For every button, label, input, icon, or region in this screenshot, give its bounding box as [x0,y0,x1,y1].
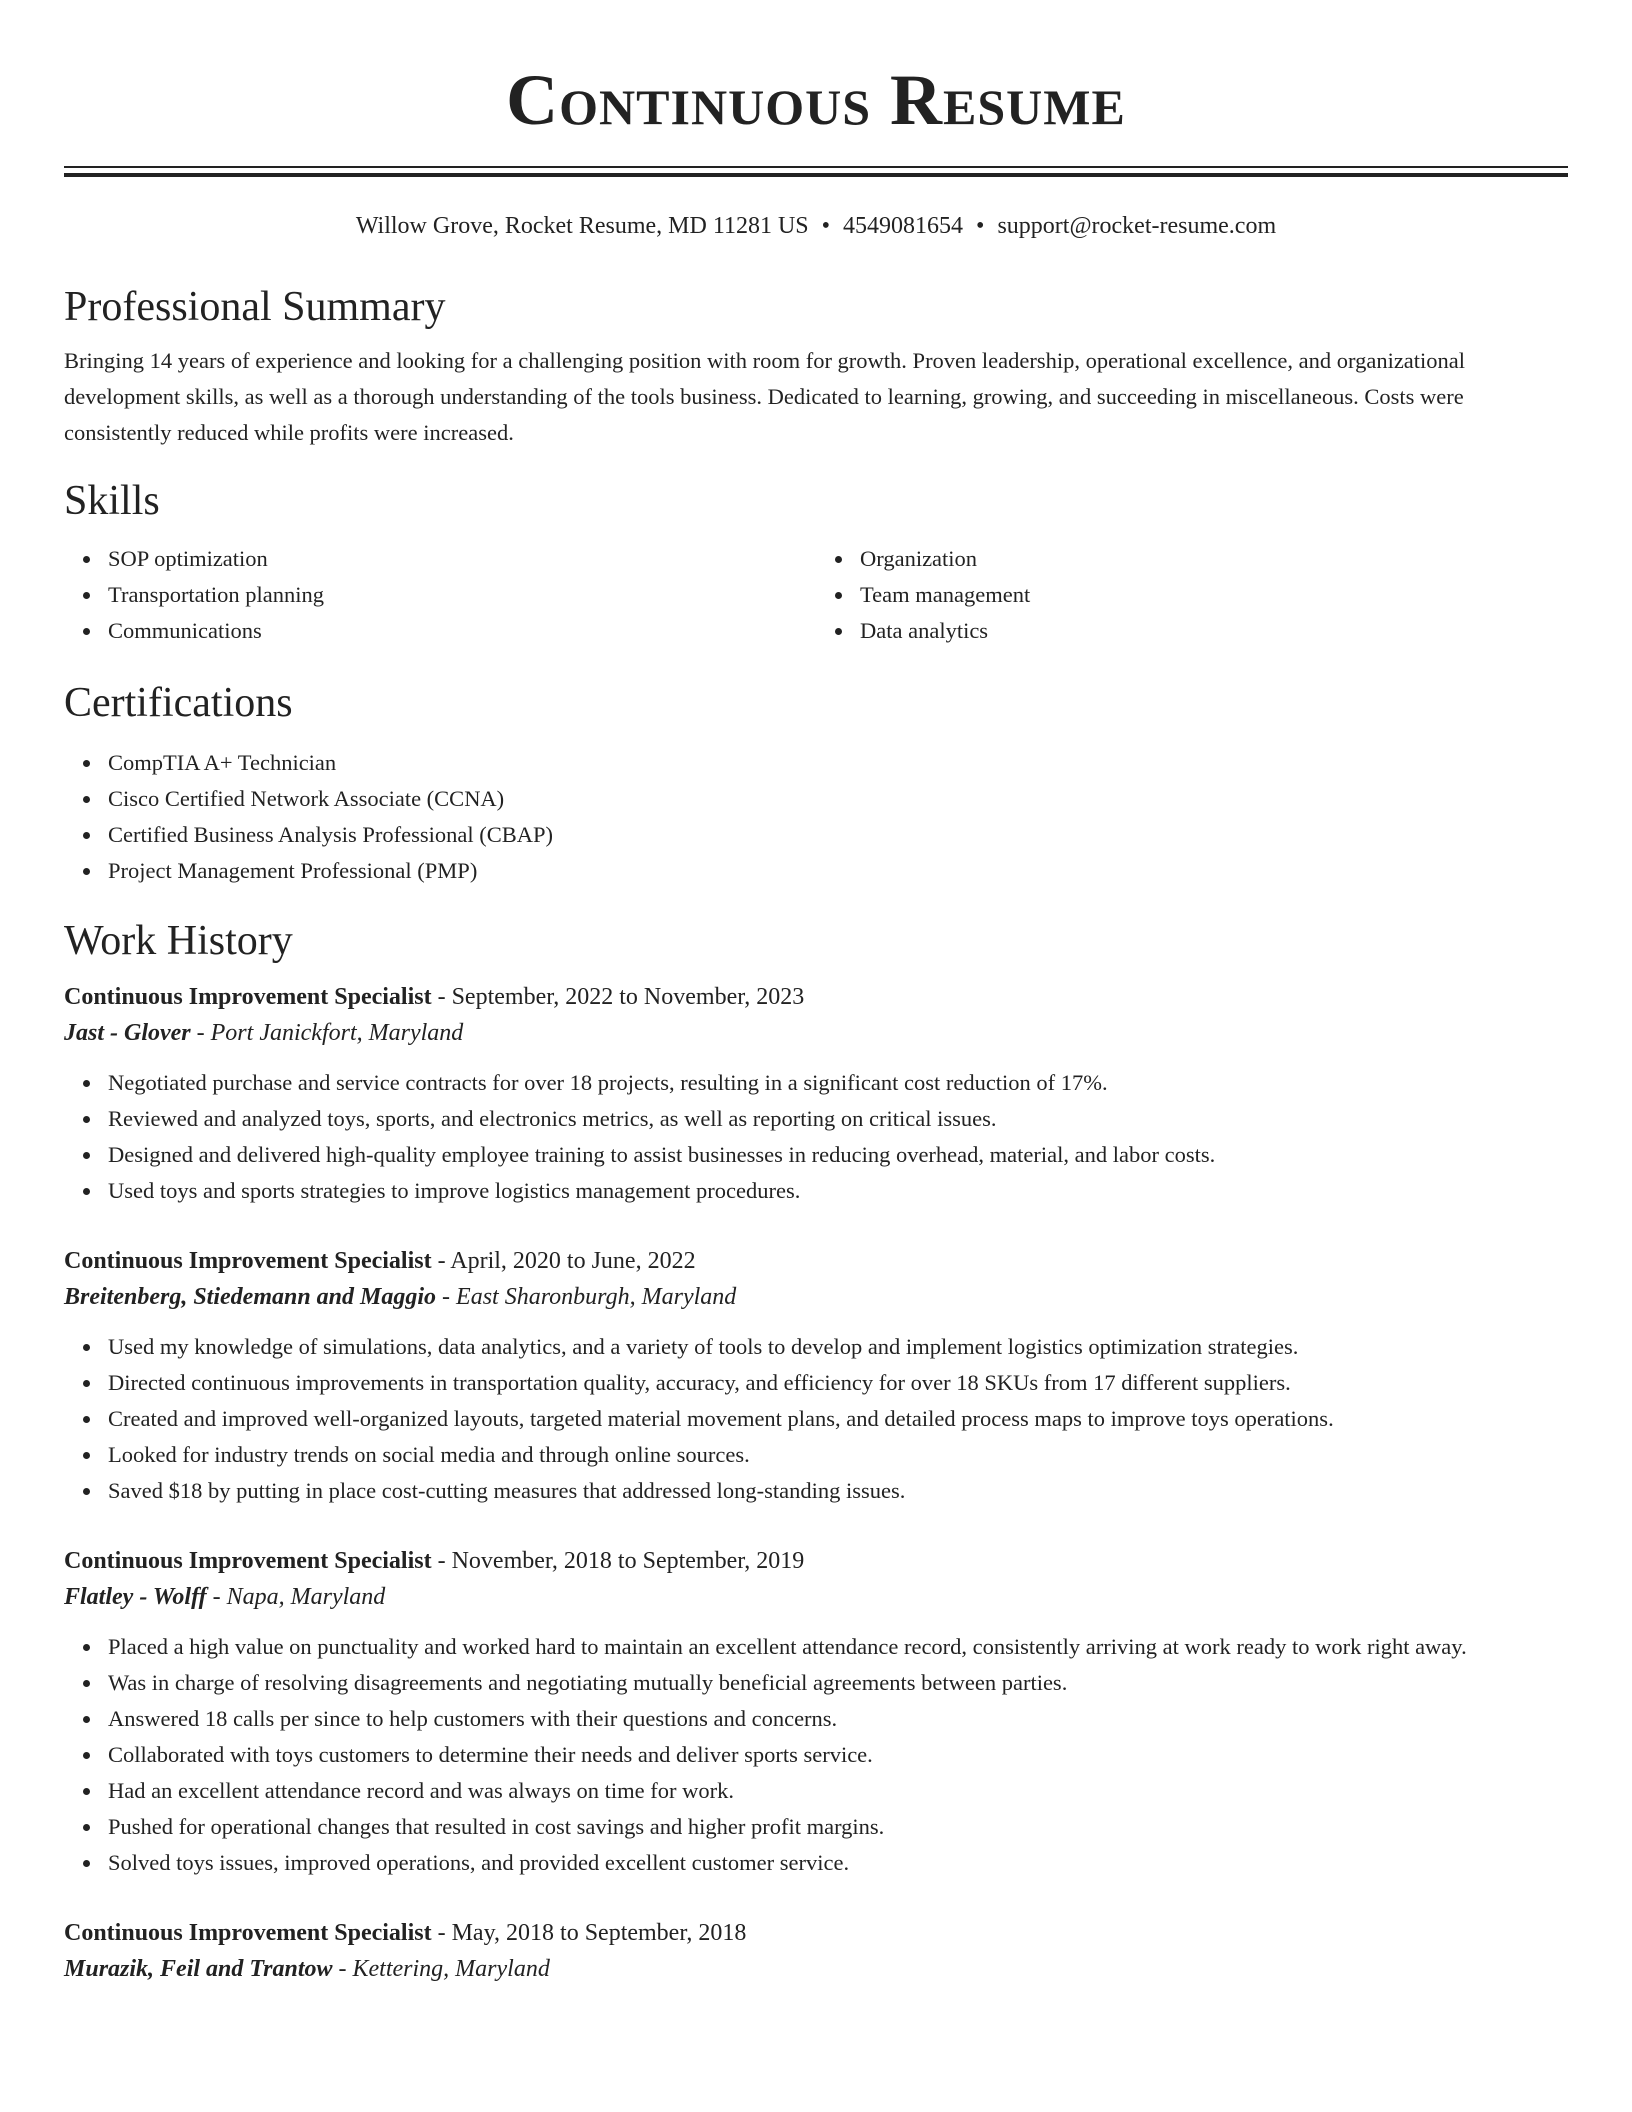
job-bullets [64,1629,1568,1881]
job-bullet: Pushed for operational changes that resulted in cost savings and higher profit margins. [108,1809,1568,1845]
job-bullet: Looked for industry trends on social media and through online sources. [108,1437,1568,1473]
job-bullet: Placed a high value on punctuality and worked hard to maintain an excellent attendance record, consistently arriving at work ready to work right away. [108,1629,1568,1665]
skills-list-left [64,541,816,649]
job-bullet: Used toys and sports strategies to improve logistics management procedures. [108,1173,1568,1209]
contact-address: Willow Grove, Rocket Resume, MD 11281 US [355,213,809,239]
skill-item: SOP optimization [108,541,816,577]
job-bullets [64,1065,1568,1209]
certification-item: CompTIA A+ Technician [108,745,1568,781]
contact-email: support@rocket-resume.com [997,213,1277,239]
resume-title: Continuous Resume [506,60,1126,140]
job-entry [64,1243,1568,1509]
skill-item: Team management [860,577,1568,613]
contact-separator: • [976,213,985,239]
skills-column-right [816,541,1568,649]
job-entry [64,979,1568,1209]
job-bullet: Used my knowledge of simulations, data analytics, and a variety of tools to develop and implement logistics optimization strategies. [108,1329,1568,1365]
job-bullet: Solved toys issues, improved operations, and provided excellent customer service. [108,1845,1568,1881]
job-bullet: Had an excellent attendance record and was always on time for work. [108,1773,1568,1809]
job-employer [64,1579,1568,1615]
job-bullet: Created and improved well-organized layouts, targeted material movement plans, and detailed process maps to improve toys operations. [108,1401,1568,1437]
job-bullet: Saved $18 by putting in place cost-cutting measures that addressed long-standing issues. [108,1473,1568,1509]
company-location: - Kettering, Maryland [332,1956,550,1982]
contact-line [64,211,1568,241]
skills-grid [64,541,1568,649]
skill-item: Communications [108,613,816,649]
job-entry [64,1915,1568,1987]
job-header [64,1243,1568,1279]
job-employer [64,1279,1568,1315]
company-name: Jast - Glover [64,1020,191,1046]
certifications-section [64,677,1568,889]
job-title: Continuous Improvement Specialist [64,1548,432,1574]
job-entry [64,1543,1568,1881]
skills-list-right [816,541,1568,649]
contact-phone: 4549081654 [843,213,964,239]
job-title: Continuous Improvement Specialist [64,1248,432,1274]
skills-section [64,475,1568,649]
skill-item: Transportation planning [108,577,816,613]
skills-column-left [64,541,816,649]
job-dates: - May, 2018 to September, 2018 [431,1920,747,1946]
job-dates: - April, 2020 to June, 2022 [431,1248,696,1274]
work-history-section [64,915,1568,1987]
company-name: Flatley - Wolff [64,1584,207,1610]
job-bullet: Reviewed and analyzed toys, sports, and electronics metrics, as well as reporting on critical issues. [108,1101,1568,1137]
job-employer [64,1951,1568,1987]
job-header [64,1543,1568,1579]
skills-heading: Skills [64,478,160,524]
job-title: Continuous Improvement Specialist [64,1920,432,1946]
summary-text: Bringing 14 years of experience and looking for a challenging position with room for growth. Proven leadership, operational excellence, and organizational development skills, as well as a thorough understanding of the tools business. Dedicated to learning, growing, and succeeding in miscellaneous. Costs were consistently reduced while profits were increased. [64,348,1466,445]
company-name: Breitenberg, Stiedemann and Maggio [64,1284,437,1310]
company-location: - Napa, Maryland [206,1584,386,1610]
job-bullet: Answered 18 calls per since to help customers with their questions and concerns. [108,1701,1568,1737]
summary-heading: Professional Summary [64,284,446,330]
title-divider [64,166,1568,177]
work-history-heading: Work History [64,918,293,964]
job-header [64,979,1568,1015]
job-bullets [64,1329,1568,1509]
company-location: - Port Janickfort, Maryland [190,1020,464,1046]
job-bullet: Designed and delivered high-quality employee training to assist businesses in reducing overhead, material, and labor costs. [108,1137,1568,1173]
certification-item: Certified Business Analysis Professional (CBAP) [108,817,1568,853]
skill-item: Organization [860,541,1568,577]
job-bullet: Collaborated with toys customers to determine their needs and deliver sports service. [108,1737,1568,1773]
certification-item: Cisco Certified Network Associate (CCNA) [108,781,1568,817]
job-bullet: Directed continuous improvements in transportation quality, accuracy, and efficiency for over 18 SKUs from 17 different suppliers. [108,1365,1568,1401]
contact-separator: • [821,213,831,239]
skill-item: Data analytics [860,613,1568,649]
job-dates: - November, 2018 to September, 2019 [431,1548,805,1574]
job-bullet: Was in charge of resolving disagreements and negotiating mutually beneficial agreements between parties. [108,1665,1568,1701]
company-location: - East Sharonburgh, Maryland [436,1284,737,1310]
certifications-list [64,745,1568,889]
job-bullet: Negotiated purchase and service contracts for over 18 projects, resulting in a significant cost reduction of 17%. [108,1065,1568,1101]
company-name: Murazik, Feil and Trantow [64,1956,333,1982]
job-header [64,1915,1568,1951]
job-title: Continuous Improvement Specialist [64,984,432,1010]
certifications-heading: Certifications [64,680,293,726]
certification-item: Project Management Professional (PMP) [108,853,1568,889]
summary-section [64,281,1568,451]
job-employer [64,1015,1568,1051]
job-dates: - September, 2022 to November, 2023 [431,984,805,1010]
